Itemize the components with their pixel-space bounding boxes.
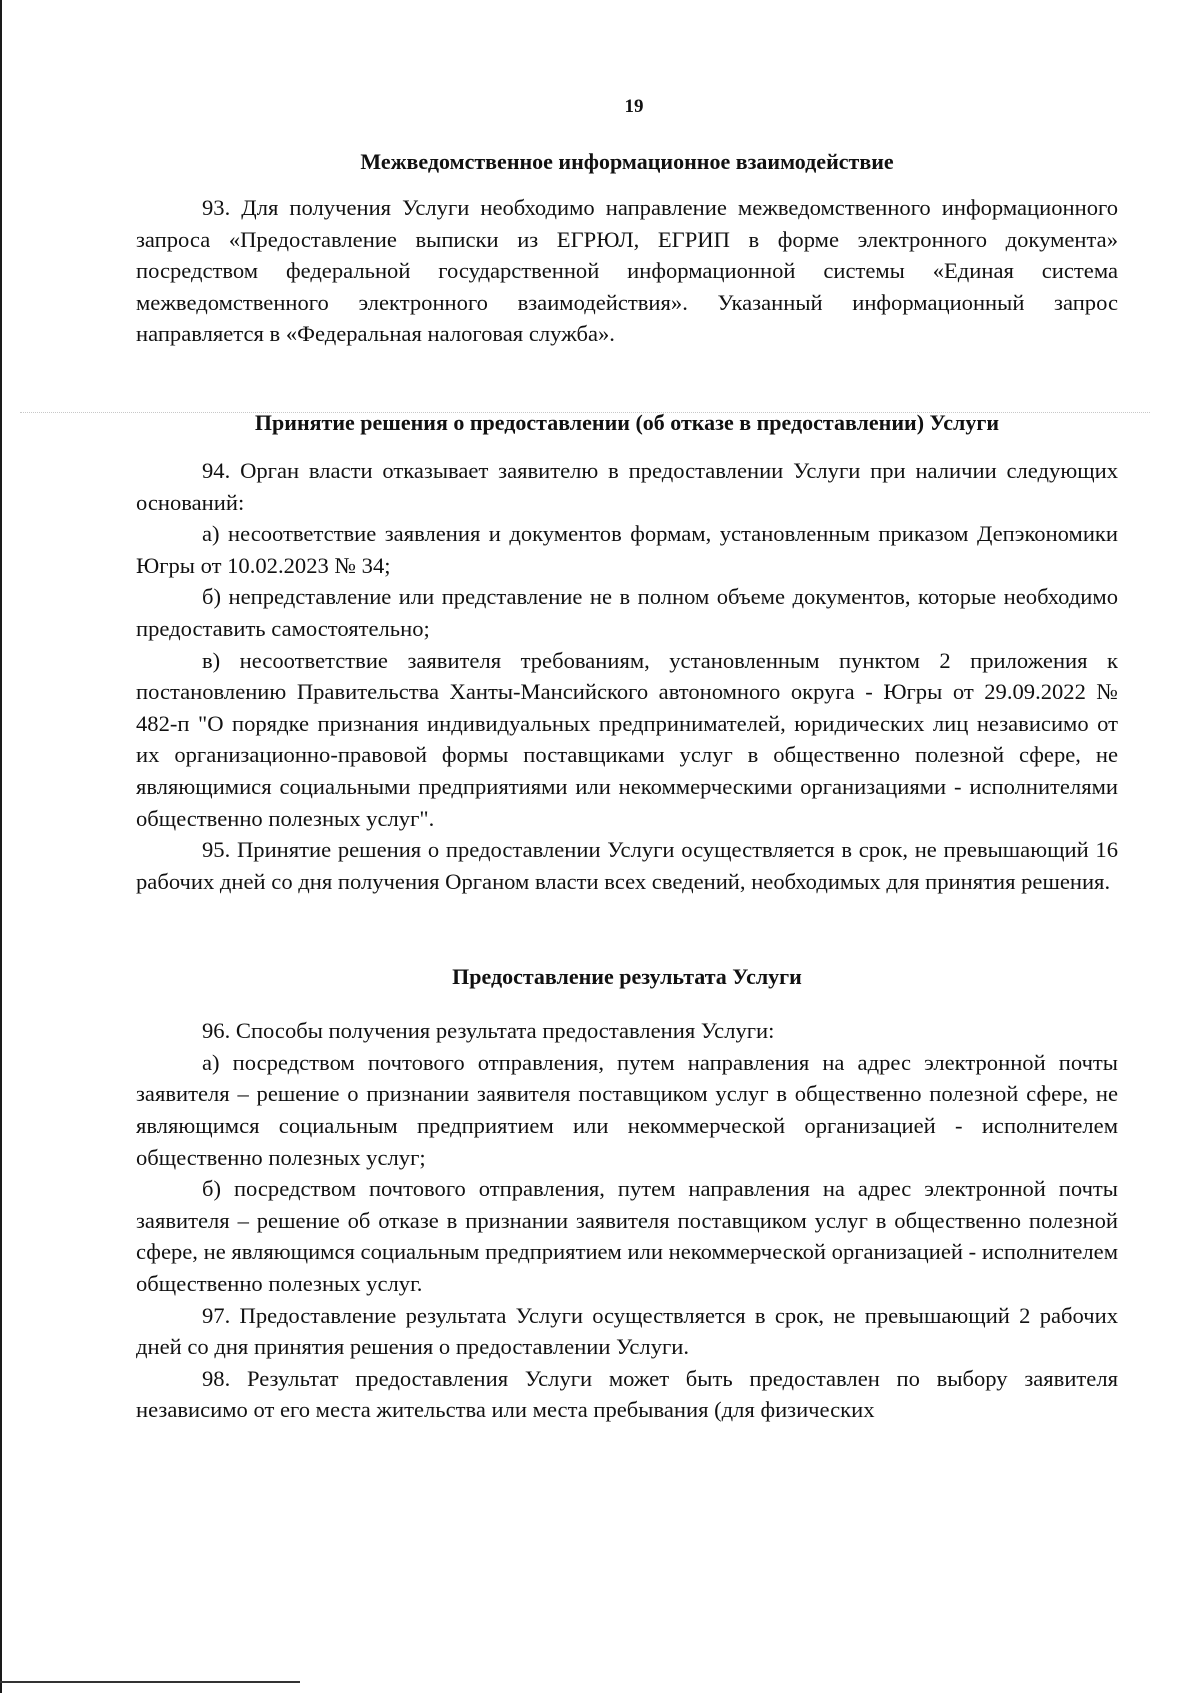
section-decision <box>136 407 1118 897</box>
paragraph-96: 96. Способы получения результата предоставления Услуги: <box>202 1018 775 1044</box>
scan-edge-left <box>0 0 2 1693</box>
section-title: Межведомственное информационное взаимодействие <box>360 149 894 174</box>
section-title: Принятие решения о предоставлении (об отказе в предоставлении) Услуги <box>254 409 1000 435</box>
paragraph-96-b: б) посредством почтового отправления, путем направления на адрес электронной почты заявителя – решение об отказе в признании заявителя поставщиком услуг в общественно полезной сфере, не являющимся социальным предприятием или некоммерческой организацией - исполнителем общественно полезных услуг. <box>136 1176 1118 1297</box>
paragraph-97: 97. Предоставление результата Услуги осуществляется в срок, не превышающий 2 рабочих дней со дня принятия решения о предоставлении Услуги. <box>136 1302 1118 1360</box>
page-number: 19 <box>624 96 644 117</box>
paragraph-95: 95. Принятие решения о предоставлении Услуги осуществляется в срок, не превышающий 16 рабочих дней со дня получения Органом власти всех сведений, необходимых для принятия решения. <box>136 837 1118 894</box>
paragraph-98: 98. Результат предоставления Услуги может быть предоставлен по выбору заявителя независимо от его места жительства или места пребывания (для физических <box>136 1365 1118 1423</box>
section-interagency <box>136 146 1118 350</box>
paragraph-94-v: в) несоответствие заявителя требованиям, установленным пунктом 2 приложения к постановлению Правительства Ханты-Мансийского автономного округа - Югры от 29.09.2022 № 482-п "О порядке признания индивидуальных предпринимателей, юридических лиц независимо от их организационно-правовой формы поставщиками услуг в общественно полезной сфере, не являющимися социальными предприятиями или некоммерческими организациями - исполнителями общественно полезных услуг". <box>136 647 1118 831</box>
section-title: Предоставление результата Услуги <box>452 964 802 990</box>
paragraph-94-b: б) непредставление или представление не в полном объеме документов, которые необходимо предоставить самостоятельно; <box>136 584 1118 641</box>
section-result <box>136 961 1118 1426</box>
paragraph-93: 93. Для получения Услуги необходимо направление межведомственного информационного запроса «Предоставление выписки из ЕГРЮЛ, ЕГРИП в форме электронного документа» посредством федеральной государственной информационной системы «Единая система межведомственного электронного взаимодействия». Указанный информационный запрос направляется в «Федеральная налоговая служба». <box>136 195 1118 347</box>
scan-edge-bottom <box>0 1681 300 1683</box>
paragraph-96-a: а) посредством почтового отправления, путем направления на адрес электронной почты заявителя – решение о признании заявителя поставщиком услуг в общественно полезной сфере, не являющимся социальным предприятием или некоммерческой организацией - исполнителем общественно полезных услуг; <box>136 1049 1118 1170</box>
paragraph-94: 94. Орган власти отказывает заявителю в предоставлении Услуги при наличии следующих оснований: <box>136 457 1118 515</box>
document-page <box>136 96 1118 1426</box>
paragraph-94-a: а) несоответствие заявления и документов формам, установленным приказом Депэкономики Югры от 10.02.2023 № 34; <box>136 521 1118 578</box>
